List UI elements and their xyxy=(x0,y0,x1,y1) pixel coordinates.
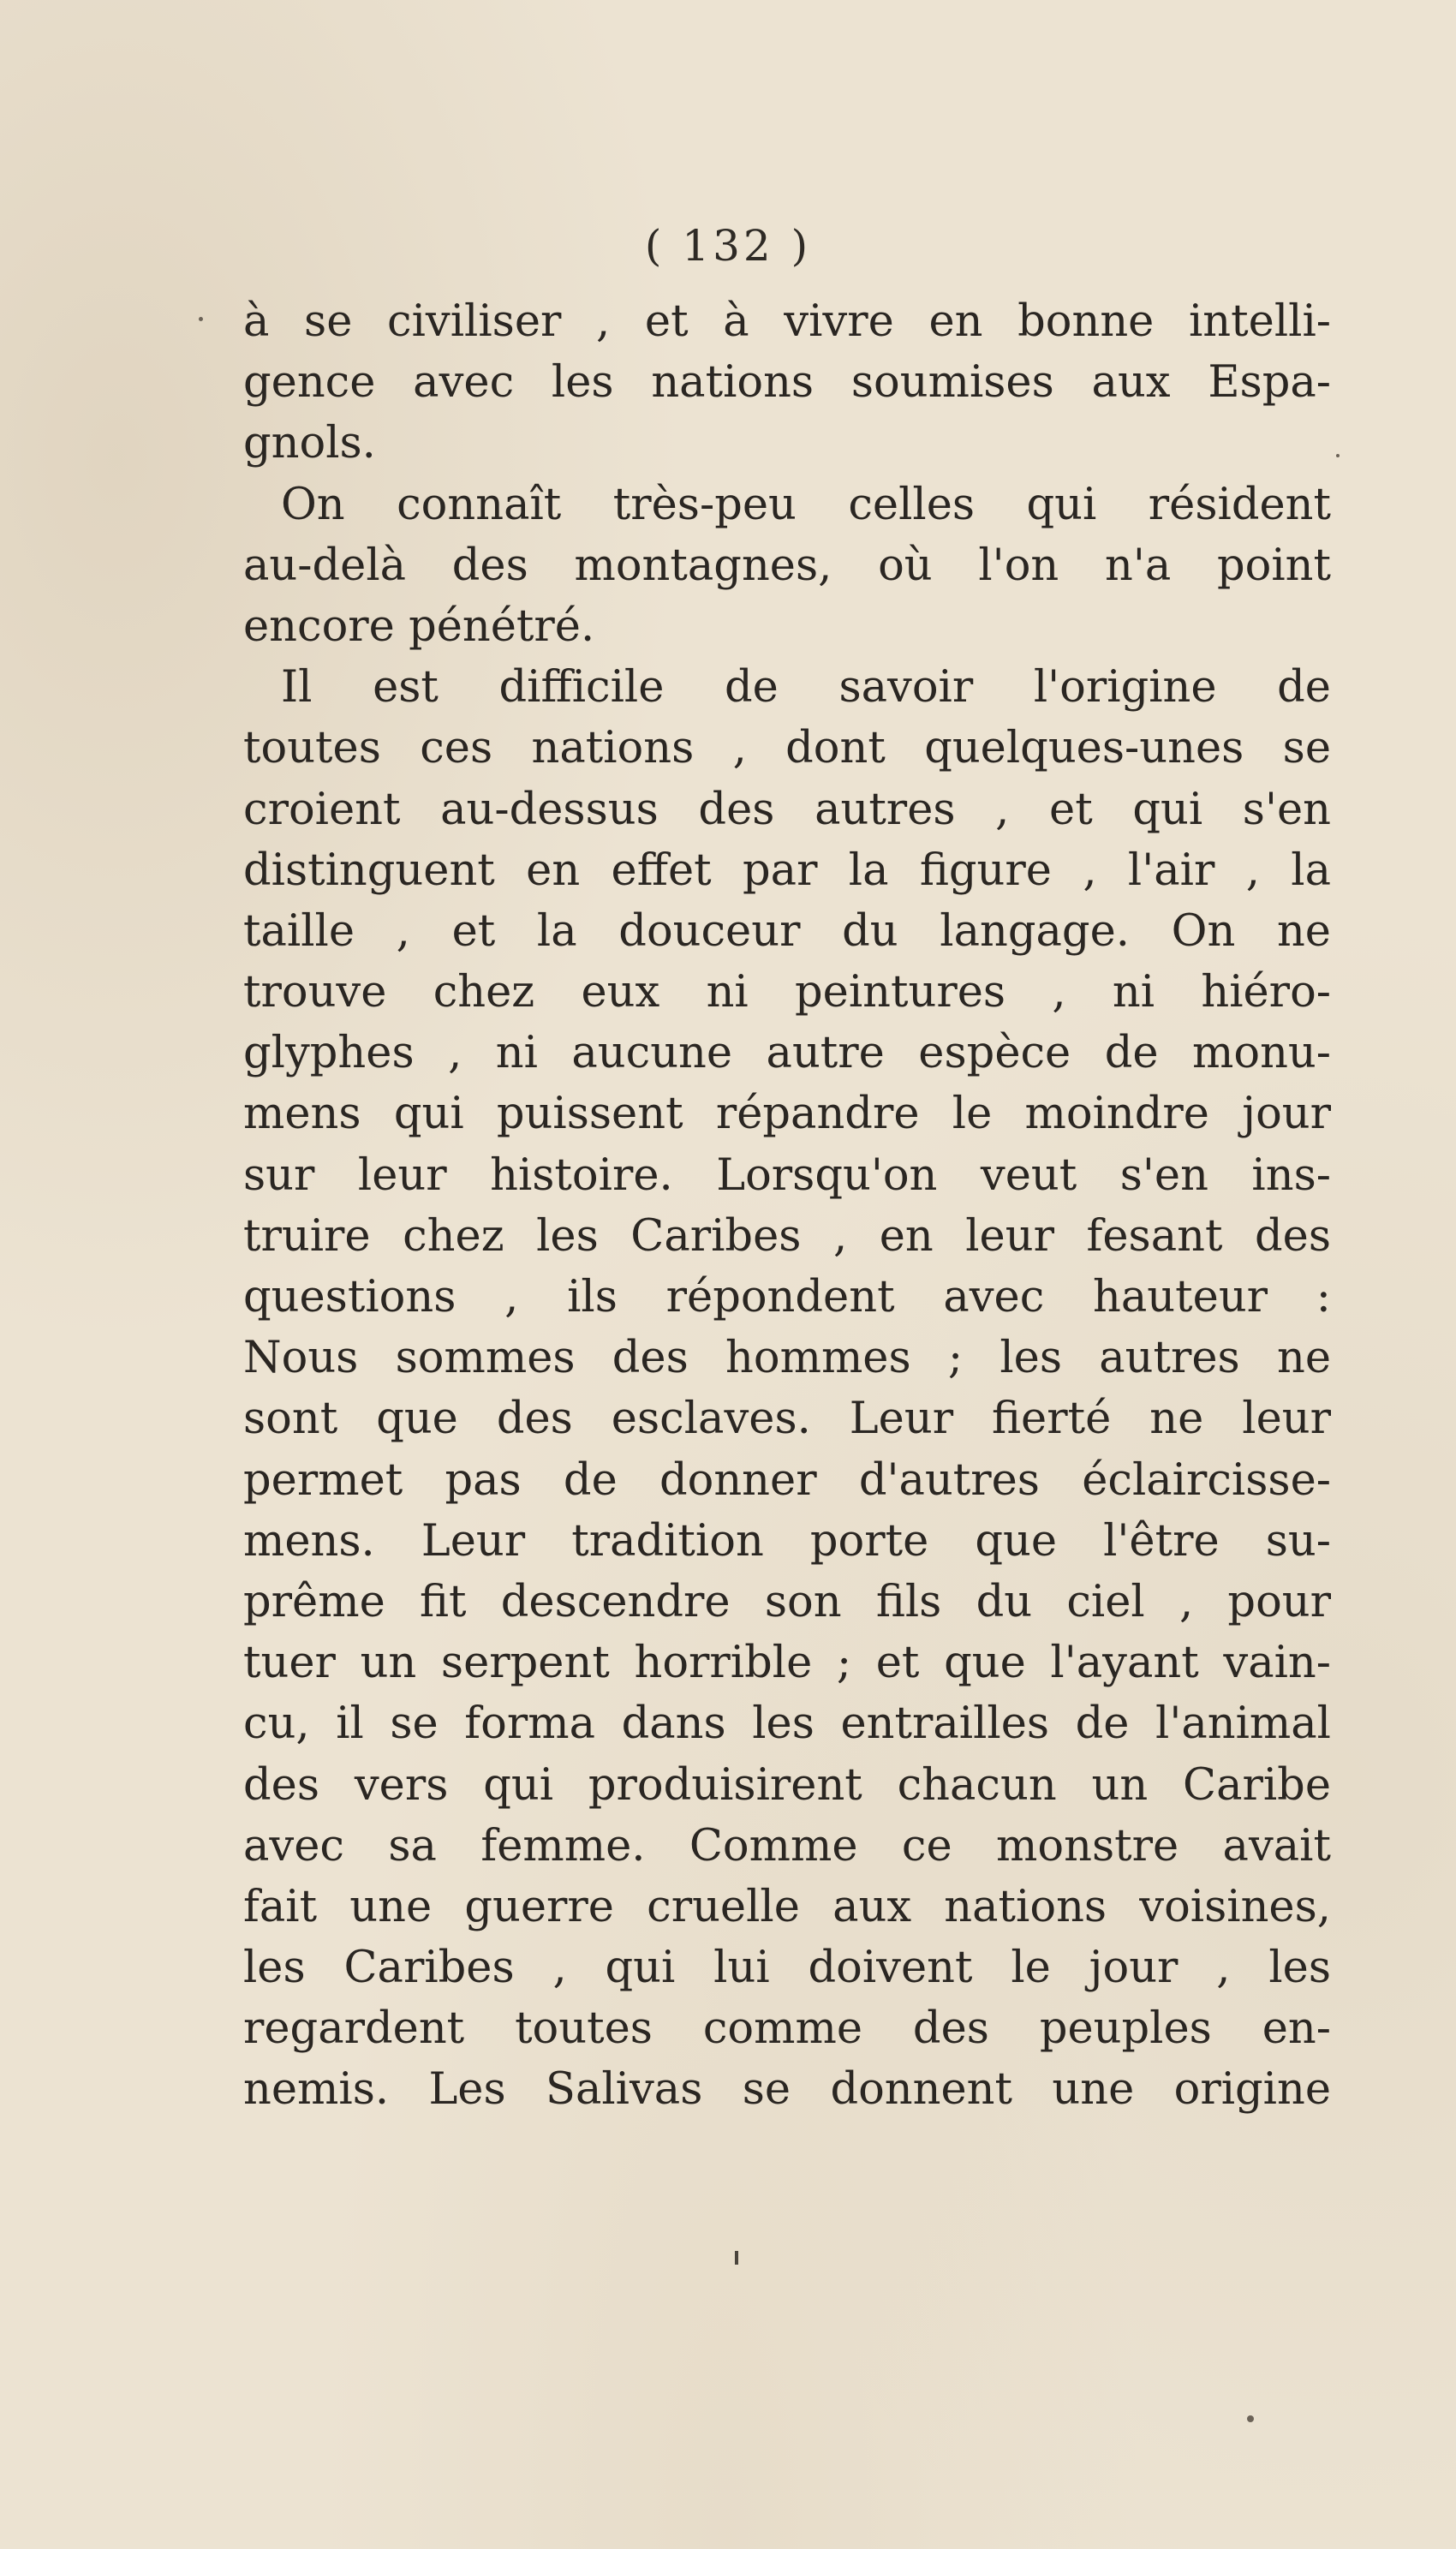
text-line: truire chez les Caribes , en leur fesant des xyxy=(243,1210,1331,1262)
text-line: taille , et la douceur du langage. On ne xyxy=(243,905,1331,957)
text-line: gnols. xyxy=(243,418,376,469)
text-line: sur leur histoire. Lorsqu'on veut s'en ins- xyxy=(243,1149,1331,1201)
text-line: des vers qui produisirent chacun un Caribe xyxy=(243,1759,1331,1811)
text-line: sont que des esclaves. Leur fierté ne leur xyxy=(243,1394,1331,1445)
text-line: glyphes , ni aucune autre espèce de monu- xyxy=(243,1028,1331,1079)
body-text xyxy=(243,291,1331,2121)
page-number: ( 132 ) xyxy=(644,221,812,271)
text-line: trouve chez eux ni peintures , ni hiéro- xyxy=(243,967,1331,1018)
text-line: encore pénétré. xyxy=(243,600,595,652)
text-line: les Caribes , qui lui doivent le jour , les xyxy=(243,1943,1331,1994)
text-line: mens qui puissent répandre le moindre jour xyxy=(243,1089,1331,1140)
text-line: nemis. Les Salivas se donnent une origine xyxy=(243,2064,1331,2116)
paper-speck xyxy=(1247,2415,1254,2422)
text-line: permet pas de donner d'autres éclaircisse- xyxy=(243,1454,1331,1506)
text-line: distinguent en effet par la figure , l'air , la xyxy=(243,845,1331,896)
text-line: Nous sommes des hommes ; les autres ne xyxy=(243,1333,1331,1384)
text-line: prême fit descendre son fils du ciel , pour xyxy=(243,1576,1331,1627)
signature-mark xyxy=(735,2251,738,2265)
text-line: questions , ils répondent avec hauteur : xyxy=(243,1272,1331,1322)
paper-speck xyxy=(199,317,203,321)
text-line: On connaît très-peu celles qui résident xyxy=(281,479,1331,530)
paper-speck xyxy=(1336,454,1340,457)
text-line: cu, il se forma dans les entrailles de l'animal xyxy=(243,1698,1331,1750)
text-line: avec sa femme. Comme ce monstre avait xyxy=(243,1820,1331,1871)
text-line: au-delà des montagnes, où l'on n'a point xyxy=(243,540,1331,591)
text-line: à se civiliser , et à vivre en bonne intelli- xyxy=(243,296,1331,347)
text-line: Il est difficile de savoir l'origine de xyxy=(281,662,1331,713)
text-line: regardent toutes comme des peuples en- xyxy=(243,2003,1331,2055)
text-line: mens. Leur tradition porte que l'être su- xyxy=(243,1515,1331,1567)
text-line: fait une guerre cruelle aux nations voisines, xyxy=(243,1881,1331,1932)
text-line: toutes ces nations , dont quelques-unes se xyxy=(243,723,1331,774)
text-line: gence avec les nations soumises aux Espa- xyxy=(243,357,1331,409)
text-line: tuer un serpent horrible ; et que l'ayant vain- xyxy=(243,1638,1331,1689)
text-line: croient au-dessus des autres , et qui s'en xyxy=(243,784,1331,835)
